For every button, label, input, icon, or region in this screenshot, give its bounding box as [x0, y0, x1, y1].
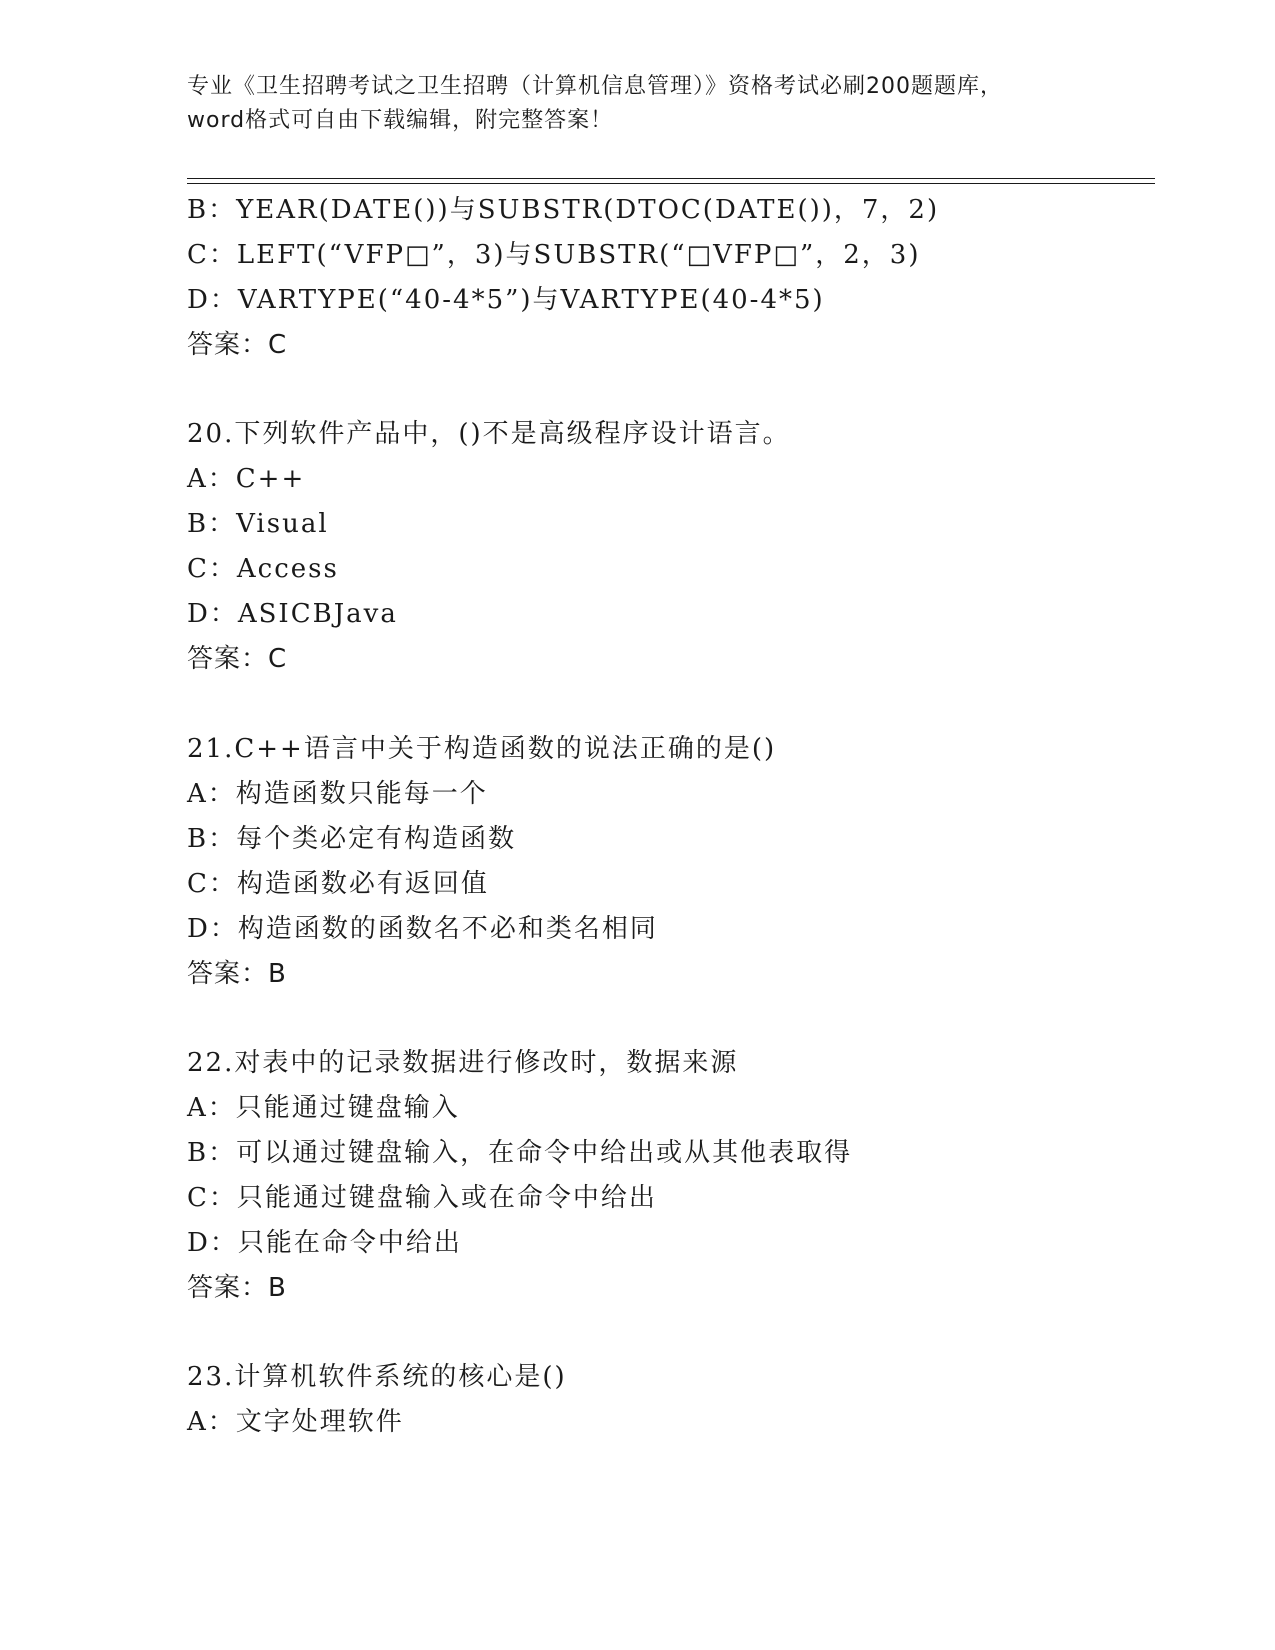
q19-option-d: D：VARTYPE(“40-4*5”)与VARTYPE(40-4*5) [187, 285, 825, 315]
q21-option-b: B：每个类必定有构造函数 [187, 824, 517, 854]
q22-answer: 答案：B [187, 1273, 287, 1303]
q22-option-c: C：只能通过键盘输入或在命令中给出 [187, 1183, 657, 1213]
q22-question: 22.对表中的记录数据进行修改时，数据来源 [187, 1048, 739, 1078]
q22-option-a: A：只能通过键盘输入 [187, 1093, 460, 1123]
q23-option-a: A：文字处理软件 [187, 1407, 404, 1437]
q22-option-b: B：可以通过键盘输入，在命令中给出或从其他表取得 [187, 1138, 853, 1168]
q20-option-c: C：Access [187, 554, 339, 584]
q23-question: 23.计算机软件系统的核心是() [187, 1362, 567, 1392]
header-title-line: 专业《卫生招聘考试之卫生招聘（计算机信息管理）》资格考试必刷200题题库， [187, 74, 1003, 99]
header-divider-bottom [187, 183, 1155, 184]
q19-option-b: B：YEAR(DATE())与SUBSTR(DTOC(DATE())，7，2) [187, 195, 940, 225]
document-header [187, 70, 1087, 138]
q21-option-a: A：构造函数只能每一个 [187, 779, 488, 809]
q20-question: 20.下列软件产品中，()不是高级程序设计语言。 [187, 419, 791, 449]
q21-option-d: D：构造函数的函数名不必和类名相同 [187, 914, 658, 944]
header-subtitle-line: word格式可自由下载编辑，附完整答案！ [187, 108, 614, 133]
q19-option-c: C：LEFT(“VFP□”，3)与SUBSTR(“□VFP□”，2，3) [187, 240, 921, 270]
q22-option-d: D：只能在命令中给出 [187, 1228, 462, 1258]
q19-answer: 答案：C [187, 330, 288, 360]
q20-option-a: A：C++ [187, 464, 306, 494]
q20-option-d: D：ASICBJava [187, 599, 398, 629]
q21-option-c: C：构造函数必有返回值 [187, 869, 489, 899]
q20-answer: 答案：C [187, 644, 288, 674]
q21-question: 21.C++语言中关于构造函数的说法正确的是() [187, 734, 777, 764]
q21-answer: 答案：B [187, 959, 287, 989]
header-divider-top [187, 178, 1155, 179]
q20-option-b: B：Visual [187, 509, 329, 539]
